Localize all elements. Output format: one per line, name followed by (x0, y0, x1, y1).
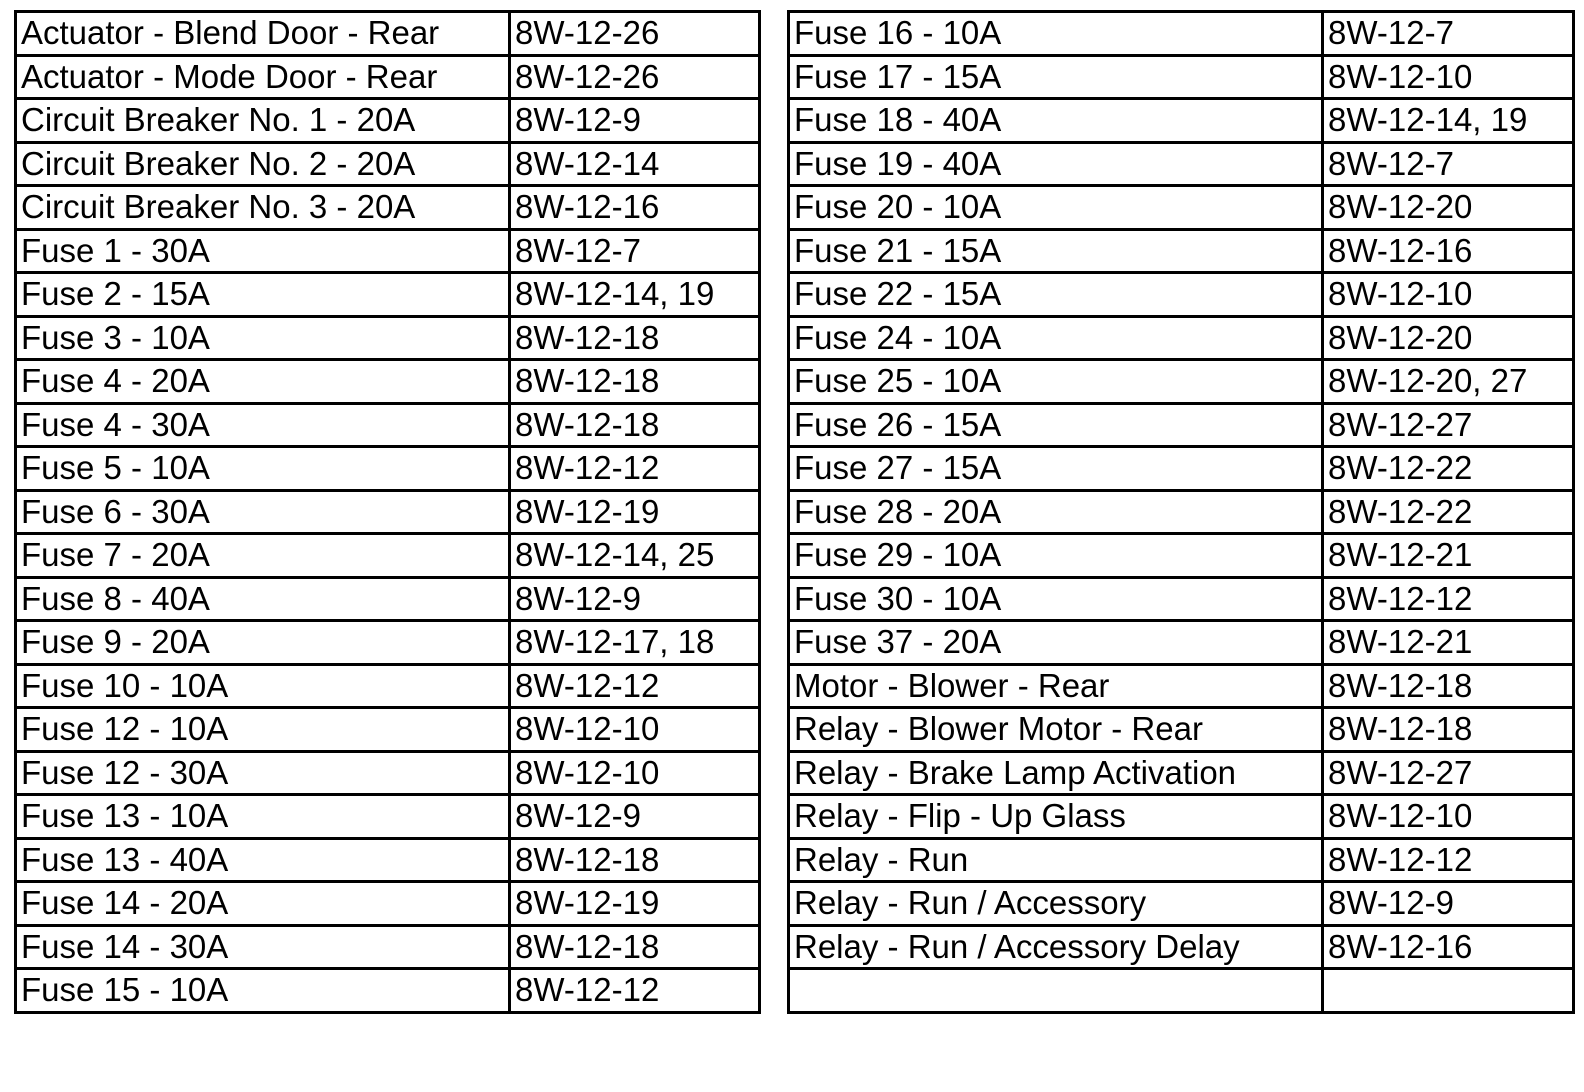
component-name-cell: Fuse 13 - 40A (16, 838, 510, 882)
component-name-cell: Relay - Brake Lamp Activation (789, 751, 1323, 795)
page-reference-cell: 8W-12-12 (1323, 838, 1574, 882)
table-row (789, 882, 1574, 926)
table-row (16, 316, 760, 360)
component-name-cell: Fuse 4 - 20A (16, 360, 510, 404)
component-name-cell: Fuse 14 - 30A (16, 925, 510, 969)
table-row (789, 360, 1574, 404)
table-row (789, 838, 1574, 882)
table-row (789, 55, 1574, 99)
table-row (16, 447, 760, 491)
component-name-cell: Fuse 37 - 20A (789, 621, 1323, 665)
table-row (789, 969, 1574, 1013)
page-reference-cell: 8W-12-26 (510, 12, 760, 56)
table-row (16, 360, 760, 404)
page-reference-cell: 8W-12-18 (510, 925, 760, 969)
component-name-cell: Fuse 10 - 10A (16, 664, 510, 708)
table-row (789, 12, 1574, 56)
table-row (16, 12, 760, 56)
component-name-cell: Fuse 19 - 40A (789, 142, 1323, 186)
page-reference-cell (1323, 969, 1574, 1013)
table-row (16, 969, 760, 1013)
table-body-right (789, 12, 1574, 1013)
table-row (16, 534, 760, 578)
component-name-cell: Relay - Run (789, 838, 1323, 882)
table-row (16, 795, 760, 839)
table-row (789, 447, 1574, 491)
page-reference-cell: 8W-12-21 (1323, 534, 1574, 578)
component-name-cell: Relay - Blower Motor - Rear (789, 708, 1323, 752)
component-name-cell: Fuse 22 - 15A (789, 273, 1323, 317)
page-reference-cell: 8W-12-20, 27 (1323, 360, 1574, 404)
page-reference-cell: 8W-12-10 (1323, 273, 1574, 317)
component-name-cell: Fuse 27 - 15A (789, 447, 1323, 491)
table-row (16, 99, 760, 143)
page-reference-cell: 8W-12-14, 19 (1323, 99, 1574, 143)
component-name-cell: Circuit Breaker No. 1 - 20A (16, 99, 510, 143)
table-row (789, 621, 1574, 665)
table-row (16, 55, 760, 99)
page-reference-cell: 8W-12-14 (510, 142, 760, 186)
component-name-cell: Fuse 12 - 30A (16, 751, 510, 795)
page-reference-cell: 8W-12-7 (510, 229, 760, 273)
page-reference-cell: 8W-12-27 (1323, 403, 1574, 447)
page-reference-cell: 8W-12-12 (1323, 577, 1574, 621)
page-reference-cell: 8W-12-12 (510, 969, 760, 1013)
component-name-cell: Circuit Breaker No. 2 - 20A (16, 142, 510, 186)
page-reference-cell: 8W-12-9 (1323, 882, 1574, 926)
component-name-cell: Fuse 16 - 10A (789, 12, 1323, 56)
component-name-cell: Fuse 4 - 30A (16, 403, 510, 447)
table-row (16, 664, 760, 708)
table-row (789, 186, 1574, 230)
component-name-cell: Relay - Run / Accessory (789, 882, 1323, 926)
table-row (789, 316, 1574, 360)
page-reference-cell: 8W-12-18 (510, 403, 760, 447)
table-row (16, 882, 760, 926)
table-row (789, 708, 1574, 752)
page-reference-cell: 8W-12-9 (510, 795, 760, 839)
page-reference-cell: 8W-12-17, 18 (510, 621, 760, 665)
component-name-cell: Actuator - Mode Door - Rear (16, 55, 510, 99)
table-row (16, 273, 760, 317)
component-name-cell: Fuse 24 - 10A (789, 316, 1323, 360)
component-name-cell: Fuse 28 - 20A (789, 490, 1323, 534)
component-index-table-right (787, 10, 1575, 1014)
component-name-cell: Fuse 3 - 10A (16, 316, 510, 360)
component-name-cell: Fuse 25 - 10A (789, 360, 1323, 404)
table-row (16, 577, 760, 621)
table-row (16, 403, 760, 447)
table-row (789, 534, 1574, 578)
page-reference-cell: 8W-12-22 (1323, 447, 1574, 491)
page-reference-cell: 8W-12-20 (1323, 186, 1574, 230)
page-reference-cell: 8W-12-20 (1323, 316, 1574, 360)
table-row (789, 751, 1574, 795)
component-name-cell: Fuse 5 - 10A (16, 447, 510, 491)
component-name-cell: Fuse 6 - 30A (16, 490, 510, 534)
component-name-cell: Relay - Flip - Up Glass (789, 795, 1323, 839)
table-row (789, 403, 1574, 447)
component-name-cell: Fuse 9 - 20A (16, 621, 510, 665)
component-index-table-left (14, 10, 761, 1014)
component-name-cell: Fuse 15 - 10A (16, 969, 510, 1013)
page-reference-cell: 8W-12-18 (510, 316, 760, 360)
page-reference-cell: 8W-12-14, 25 (510, 534, 760, 578)
page-reference-cell: 8W-12-12 (510, 664, 760, 708)
component-name-cell: Fuse 12 - 10A (16, 708, 510, 752)
table-row (16, 142, 760, 186)
page-reference-cell: 8W-12-12 (510, 447, 760, 491)
component-name-cell: Fuse 21 - 15A (789, 229, 1323, 273)
component-name-cell: Fuse 18 - 40A (789, 99, 1323, 143)
table-row (789, 925, 1574, 969)
component-name-cell (789, 969, 1323, 1013)
component-name-cell: Fuse 26 - 15A (789, 403, 1323, 447)
table-row (789, 229, 1574, 273)
page-reference-cell: 8W-12-16 (1323, 229, 1574, 273)
page-reference-cell: 8W-12-16 (510, 186, 760, 230)
table-row (16, 229, 760, 273)
page-reference-cell: 8W-12-14, 19 (510, 273, 760, 317)
component-name-cell: Fuse 7 - 20A (16, 534, 510, 578)
table-row (16, 490, 760, 534)
page-reference-cell: 8W-12-7 (1323, 12, 1574, 56)
table-row (789, 490, 1574, 534)
table-row (16, 621, 760, 665)
page-reference-cell: 8W-12-27 (1323, 751, 1574, 795)
page-reference-cell: 8W-12-9 (510, 577, 760, 621)
page-reference-cell: 8W-12-10 (1323, 55, 1574, 99)
component-name-cell: Fuse 14 - 20A (16, 882, 510, 926)
page-reference-cell: 8W-12-19 (510, 490, 760, 534)
table-row (789, 577, 1574, 621)
component-name-cell: Fuse 2 - 15A (16, 273, 510, 317)
table-body-left (16, 12, 760, 1013)
page-reference-cell: 8W-12-7 (1323, 142, 1574, 186)
page-reference-cell: 8W-12-21 (1323, 621, 1574, 665)
component-name-cell: Motor - Blower - Rear (789, 664, 1323, 708)
component-name-cell: Fuse 20 - 10A (789, 186, 1323, 230)
component-name-cell: Actuator - Blend Door - Rear (16, 12, 510, 56)
page-reference-cell: 8W-12-22 (1323, 490, 1574, 534)
page-reference-cell: 8W-12-10 (1323, 795, 1574, 839)
component-name-cell: Fuse 13 - 10A (16, 795, 510, 839)
table-row (16, 708, 760, 752)
page-reference-cell: 8W-12-18 (510, 360, 760, 404)
table-row (16, 186, 760, 230)
component-name-cell: Fuse 8 - 40A (16, 577, 510, 621)
page-reference-cell: 8W-12-18 (1323, 708, 1574, 752)
page-reference-cell: 8W-12-19 (510, 882, 760, 926)
table-row (16, 751, 760, 795)
table-row (16, 838, 760, 882)
table-row (789, 664, 1574, 708)
page-reference-cell: 8W-12-18 (510, 838, 760, 882)
page-reference-cell: 8W-12-18 (1323, 664, 1574, 708)
table-row (789, 795, 1574, 839)
table-row (789, 142, 1574, 186)
page-reference-cell: 8W-12-10 (510, 708, 760, 752)
page-reference-cell: 8W-12-10 (510, 751, 760, 795)
component-name-cell: Circuit Breaker No. 3 - 20A (16, 186, 510, 230)
page-reference-cell: 8W-12-16 (1323, 925, 1574, 969)
component-name-cell: Relay - Run / Accessory Delay (789, 925, 1323, 969)
component-name-cell: Fuse 17 - 15A (789, 55, 1323, 99)
table-row (789, 99, 1574, 143)
page-reference-cell: 8W-12-26 (510, 55, 760, 99)
table-row (789, 273, 1574, 317)
page-reference-cell: 8W-12-9 (510, 99, 760, 143)
table-row (16, 925, 760, 969)
component-name-cell: Fuse 1 - 30A (16, 229, 510, 273)
component-name-cell: Fuse 30 - 10A (789, 577, 1323, 621)
component-name-cell: Fuse 29 - 10A (789, 534, 1323, 578)
